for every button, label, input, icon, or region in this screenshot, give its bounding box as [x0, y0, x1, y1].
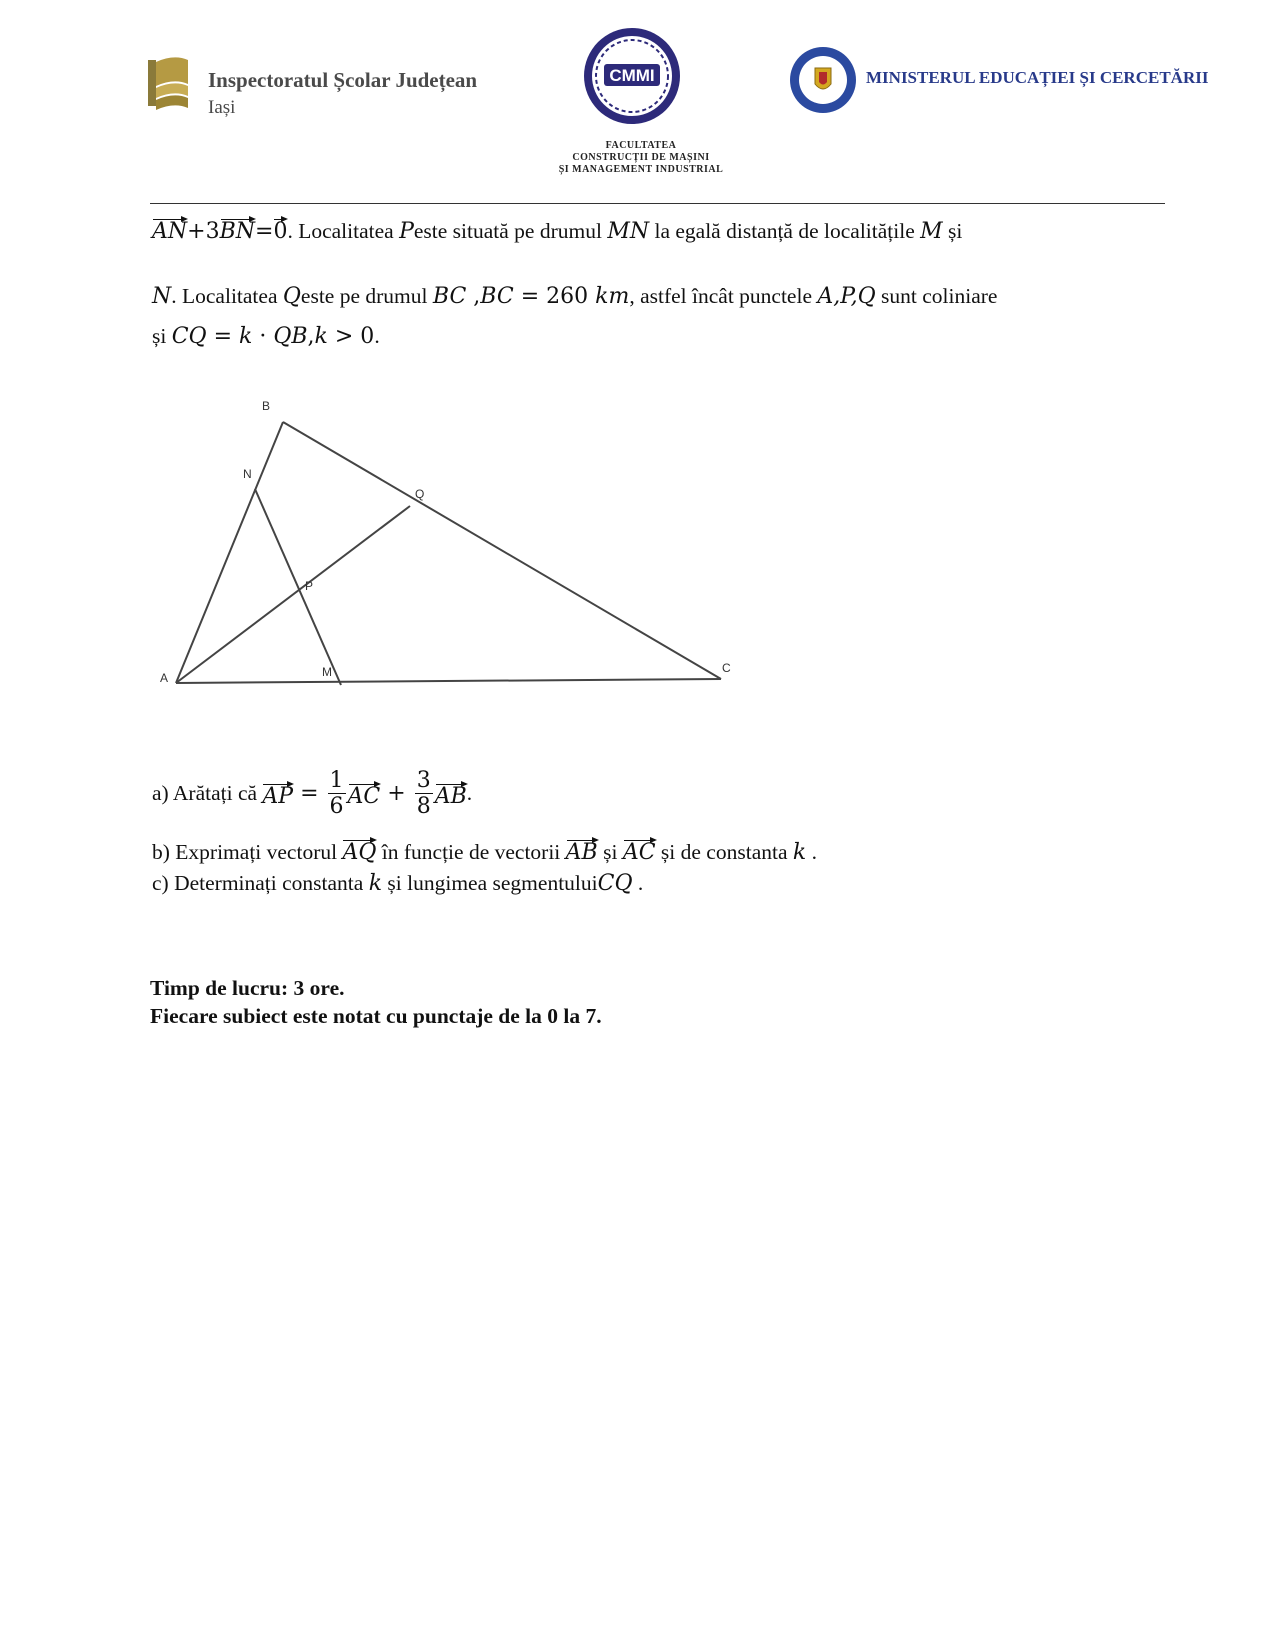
time-allowed: Timp de lucru: 3 ore. [150, 976, 345, 1000]
label-q: Q [415, 487, 425, 501]
isj-subtitle: Iași [208, 97, 236, 118]
label-b: B [262, 400, 271, 413]
side-bc [283, 422, 721, 679]
isj-title: Inspectoratul Școlar Județean [208, 68, 478, 92]
segment-aq [176, 506, 410, 683]
cmmi-logo-text: CMMI [609, 66, 655, 85]
problem-line-2: N. Localitatea Qeste pe drumul BC ,BC = 260 km, astfel încât punctele A,P,Q sunt coliniare [152, 284, 998, 309]
header-divider [150, 203, 1165, 204]
problem-line-1: AN+3BN=0. Localitatea Peste situată pe drumul MN la egală distanță de localitățile M și [152, 215, 962, 243]
label-n: N [243, 467, 252, 481]
question-c: c) Determinați constanta k și lungimea segmentuluiCQ . [152, 871, 644, 896]
problem-line-3: și CQ = k · QB,k > 0. [152, 324, 380, 349]
triangle-diagram [150, 400, 750, 725]
government-seal [789, 46, 857, 114]
faculty-line-1: FACULTATEA [605, 140, 677, 151]
fraction-3-8: $\frac{3}{8}$ [416, 768, 431, 820]
segment-nm [255, 489, 341, 685]
label-p: P [305, 579, 314, 593]
question-b: b) Exprimați vectorul AQ în funcție de vectorii AB și AC și de constanta k . [152, 836, 817, 864]
label-m: M [322, 665, 332, 679]
faculty-line-3: ȘI MANAGEMENT INDUSTRIAL [558, 164, 724, 175]
question-a: a) Arătați că AP = $\frac{1}{6}$ AC + $\frac{3}{8}$ AB. [152, 768, 473, 820]
isj-logo [148, 54, 192, 118]
ministry-title: MINISTERUL EDUCAȚIEI ȘI CERCETĂRII [866, 68, 1209, 87]
scoring-note: Fiecare subiect este notat cu punctaje de la 0 la 7. [150, 1004, 602, 1028]
label-a: A [160, 671, 169, 685]
label-c: C [722, 661, 731, 675]
cmmi-logo [582, 26, 682, 126]
fraction-1-6: $\frac{1}{6}$ [329, 768, 344, 820]
faculty-line-2: CONSTRUCȚII DE MAȘINI [572, 152, 710, 163]
side-ab [176, 422, 283, 683]
side-ac [176, 679, 721, 683]
